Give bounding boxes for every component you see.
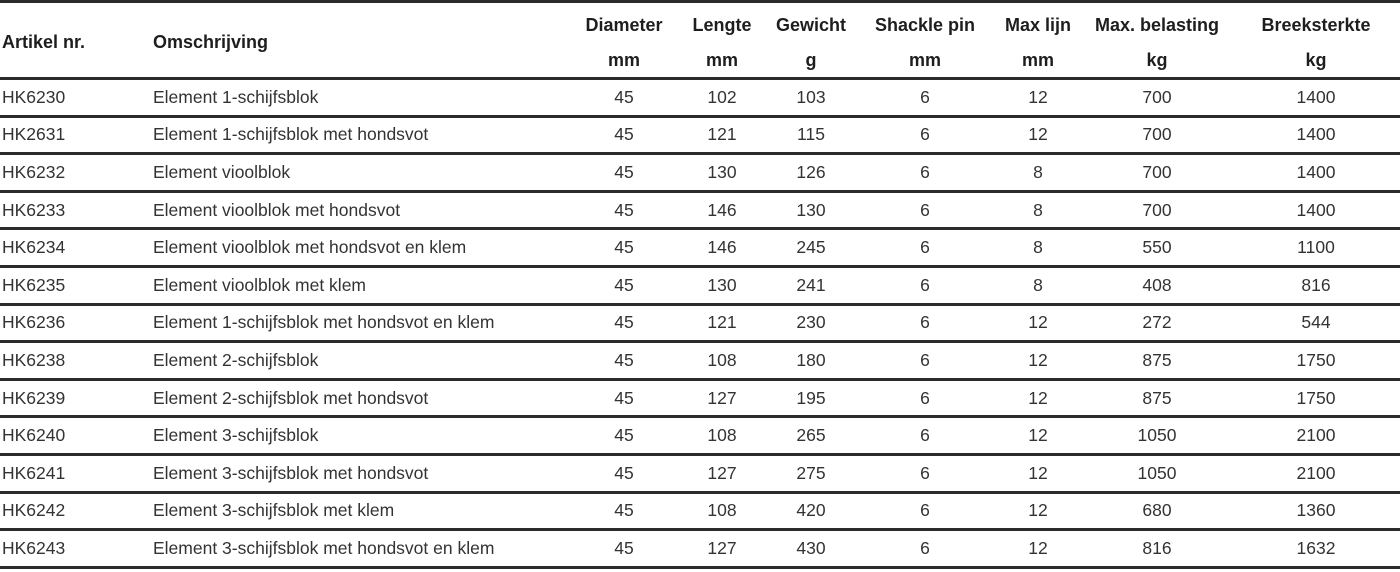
cell-omschrijving: Element 1-schijfsblok met hondsvot [150, 116, 570, 154]
unit-gewicht: g [766, 43, 856, 79]
unit-diameter: mm [570, 43, 678, 79]
cell-lengte: 130 [678, 154, 766, 192]
table-row [0, 266, 1400, 304]
table-row [0, 342, 1400, 380]
cell-max-belasting: 680 [1082, 492, 1232, 530]
table-row [0, 530, 1400, 568]
cell-artikel-nr: HK6230 [0, 79, 150, 117]
cell-omschrijving: Element 1-schijfsblok [150, 79, 570, 117]
cell-lengte: 146 [678, 191, 766, 229]
cell-gewicht: 420 [766, 492, 856, 530]
cell-artikel-nr: HK6238 [0, 342, 150, 380]
unit-breeksterkte: kg [1232, 43, 1400, 79]
cell-omschrijving: Element 3-schijfsblok met hondsvot en klem [150, 530, 570, 568]
cell-diameter: 45 [570, 379, 678, 417]
cell-gewicht: 265 [766, 417, 856, 455]
cell-omschrijving: Element 3-schijfsblok met klem [150, 492, 570, 530]
cell-artikel-nr: HK6239 [0, 379, 150, 417]
cell-max-lijn: 12 [994, 492, 1082, 530]
cell-max-lijn: 12 [994, 304, 1082, 342]
unit-lengte: mm [678, 43, 766, 79]
cell-gewicht: 195 [766, 379, 856, 417]
table-row [0, 154, 1400, 192]
cell-gewicht: 230 [766, 304, 856, 342]
cell-shackle-pin: 6 [856, 229, 994, 267]
cell-gewicht: 103 [766, 79, 856, 117]
header-gewicht: Gewicht [775, 14, 846, 35]
cell-diameter: 45 [570, 229, 678, 267]
cell-gewicht: 275 [766, 454, 856, 492]
cell-omschrijving: Element 2-schijfsblok met hondsvot [150, 379, 570, 417]
cell-artikel-nr: HK2631 [0, 116, 150, 154]
cell-breeksterkte: 1360 [1232, 492, 1400, 530]
cell-max-belasting: 1050 [1082, 454, 1232, 492]
cell-diameter: 45 [570, 79, 678, 117]
cell-breeksterkte: 1400 [1232, 191, 1400, 229]
cell-artikel-nr: HK6242 [0, 492, 150, 530]
header-max-belasting: Max. belasting [1094, 14, 1220, 35]
cell-omschrijving: Element 2-schijfsblok [150, 342, 570, 380]
cell-max-belasting: 550 [1082, 229, 1232, 267]
cell-breeksterkte: 2100 [1232, 417, 1400, 455]
cell-shackle-pin: 6 [856, 79, 994, 117]
cell-lengte: 121 [678, 304, 766, 342]
cell-max-belasting: 700 [1082, 79, 1232, 117]
cell-lengte: 108 [678, 342, 766, 380]
table-body [0, 79, 1400, 568]
cell-shackle-pin: 6 [856, 116, 994, 154]
cell-diameter: 45 [570, 342, 678, 380]
cell-diameter: 45 [570, 530, 678, 568]
cell-shackle-pin: 6 [856, 304, 994, 342]
table-header [0, 2, 1400, 79]
cell-lengte: 146 [678, 229, 766, 267]
cell-diameter: 45 [570, 266, 678, 304]
cell-gewicht: 180 [766, 342, 856, 380]
cell-omschrijving: Element vioolblok met klem [150, 266, 570, 304]
cell-max-belasting: 816 [1082, 530, 1232, 568]
header-breeksterkte: Breeksterkte [1261, 14, 1371, 35]
table-row [0, 304, 1400, 342]
cell-diameter: 45 [570, 417, 678, 455]
cell-diameter: 45 [570, 116, 678, 154]
cell-max-belasting: 700 [1082, 191, 1232, 229]
cell-max-belasting: 1050 [1082, 417, 1232, 455]
cell-max-belasting: 408 [1082, 266, 1232, 304]
cell-max-lijn: 12 [994, 454, 1082, 492]
cell-shackle-pin: 6 [856, 266, 994, 304]
cell-breeksterkte: 1750 [1232, 342, 1400, 380]
cell-max-belasting: 700 [1082, 154, 1232, 192]
table-row [0, 454, 1400, 492]
header-omschrijving: Omschrijving [150, 3, 570, 79]
cell-diameter: 45 [570, 492, 678, 530]
cell-breeksterkte: 1400 [1232, 79, 1400, 117]
cell-gewicht: 241 [766, 266, 856, 304]
cell-lengte: 121 [678, 116, 766, 154]
cell-gewicht: 430 [766, 530, 856, 568]
cell-max-lijn: 12 [994, 79, 1082, 117]
cell-max-lijn: 12 [994, 116, 1082, 154]
cell-max-lijn: 12 [994, 530, 1082, 568]
table-row [0, 116, 1400, 154]
unit-max-lijn: mm [994, 43, 1082, 79]
cell-max-lijn: 8 [994, 191, 1082, 229]
cell-breeksterkte: 1400 [1232, 116, 1400, 154]
cell-omschrijving: Element vioolblok met hondsvot [150, 191, 570, 229]
cell-shackle-pin: 6 [856, 342, 994, 380]
header-diameter: Diameter [585, 14, 663, 35]
cell-shackle-pin: 6 [856, 454, 994, 492]
cell-max-belasting: 875 [1082, 342, 1232, 380]
cell-max-belasting: 875 [1082, 379, 1232, 417]
cell-gewicht: 130 [766, 191, 856, 229]
cell-shackle-pin: 6 [856, 191, 994, 229]
cell-artikel-nr: HK6233 [0, 191, 150, 229]
cell-shackle-pin: 6 [856, 492, 994, 530]
cell-diameter: 45 [570, 454, 678, 492]
cell-omschrijving: Element 1-schijfsblok met hondsvot en klem [150, 304, 570, 342]
cell-lengte: 127 [678, 530, 766, 568]
cell-diameter: 45 [570, 191, 678, 229]
cell-breeksterkte: 1632 [1232, 530, 1400, 568]
cell-artikel-nr: HK6241 [0, 454, 150, 492]
cell-shackle-pin: 6 [856, 417, 994, 455]
cell-shackle-pin: 6 [856, 530, 994, 568]
cell-max-lijn: 8 [994, 266, 1082, 304]
header-artikel-nr: Artikel nr. [0, 3, 150, 79]
cell-artikel-nr: HK6240 [0, 417, 150, 455]
cell-artikel-nr: HK6232 [0, 154, 150, 192]
cell-lengte: 127 [678, 454, 766, 492]
cell-breeksterkte: 1750 [1232, 379, 1400, 417]
header-shackle-pin: Shackle pin [874, 14, 976, 35]
table-row [0, 229, 1400, 267]
cell-artikel-nr: HK6235 [0, 266, 150, 304]
cell-gewicht: 126 [766, 154, 856, 192]
table-row [0, 492, 1400, 530]
cell-max-belasting: 272 [1082, 304, 1232, 342]
cell-max-lijn: 8 [994, 154, 1082, 192]
cell-omschrijving: Element 3-schijfsblok [150, 417, 570, 455]
cell-artikel-nr: HK6243 [0, 530, 150, 568]
cell-max-lijn: 12 [994, 342, 1082, 380]
cell-breeksterkte: 816 [1232, 266, 1400, 304]
cell-lengte: 127 [678, 379, 766, 417]
header-max-lijn: Max lijn [1004, 14, 1071, 35]
table-row [0, 379, 1400, 417]
header-lengte: Lengte [692, 14, 752, 35]
unit-max-belasting: kg [1082, 43, 1232, 79]
cell-diameter: 45 [570, 304, 678, 342]
cell-max-lijn: 12 [994, 417, 1082, 455]
table-row [0, 191, 1400, 229]
cell-omschrijving: Element vioolblok met hondsvot en klem [150, 229, 570, 267]
cell-shackle-pin: 6 [856, 154, 994, 192]
cell-max-lijn: 8 [994, 229, 1082, 267]
cell-breeksterkte: 2100 [1232, 454, 1400, 492]
cell-breeksterkte: 1400 [1232, 154, 1400, 192]
cell-artikel-nr: HK6234 [0, 229, 150, 267]
cell-lengte: 108 [678, 492, 766, 530]
cell-lengte: 130 [678, 266, 766, 304]
cell-breeksterkte: 1100 [1232, 229, 1400, 267]
cell-omschrijving: Element 3-schijfsblok met hondsvot [150, 454, 570, 492]
cell-max-lijn: 12 [994, 379, 1082, 417]
cell-max-belasting: 700 [1082, 116, 1232, 154]
cell-omschrijving: Element vioolblok [150, 154, 570, 192]
cell-artikel-nr: HK6236 [0, 304, 150, 342]
cell-lengte: 102 [678, 79, 766, 117]
cell-shackle-pin: 6 [856, 379, 994, 417]
cell-gewicht: 115 [766, 116, 856, 154]
table-row [0, 79, 1400, 117]
cell-lengte: 108 [678, 417, 766, 455]
cell-breeksterkte: 544 [1232, 304, 1400, 342]
cell-diameter: 45 [570, 154, 678, 192]
cell-gewicht: 245 [766, 229, 856, 267]
table-row [0, 417, 1400, 455]
unit-shackle-pin: mm [856, 43, 994, 79]
